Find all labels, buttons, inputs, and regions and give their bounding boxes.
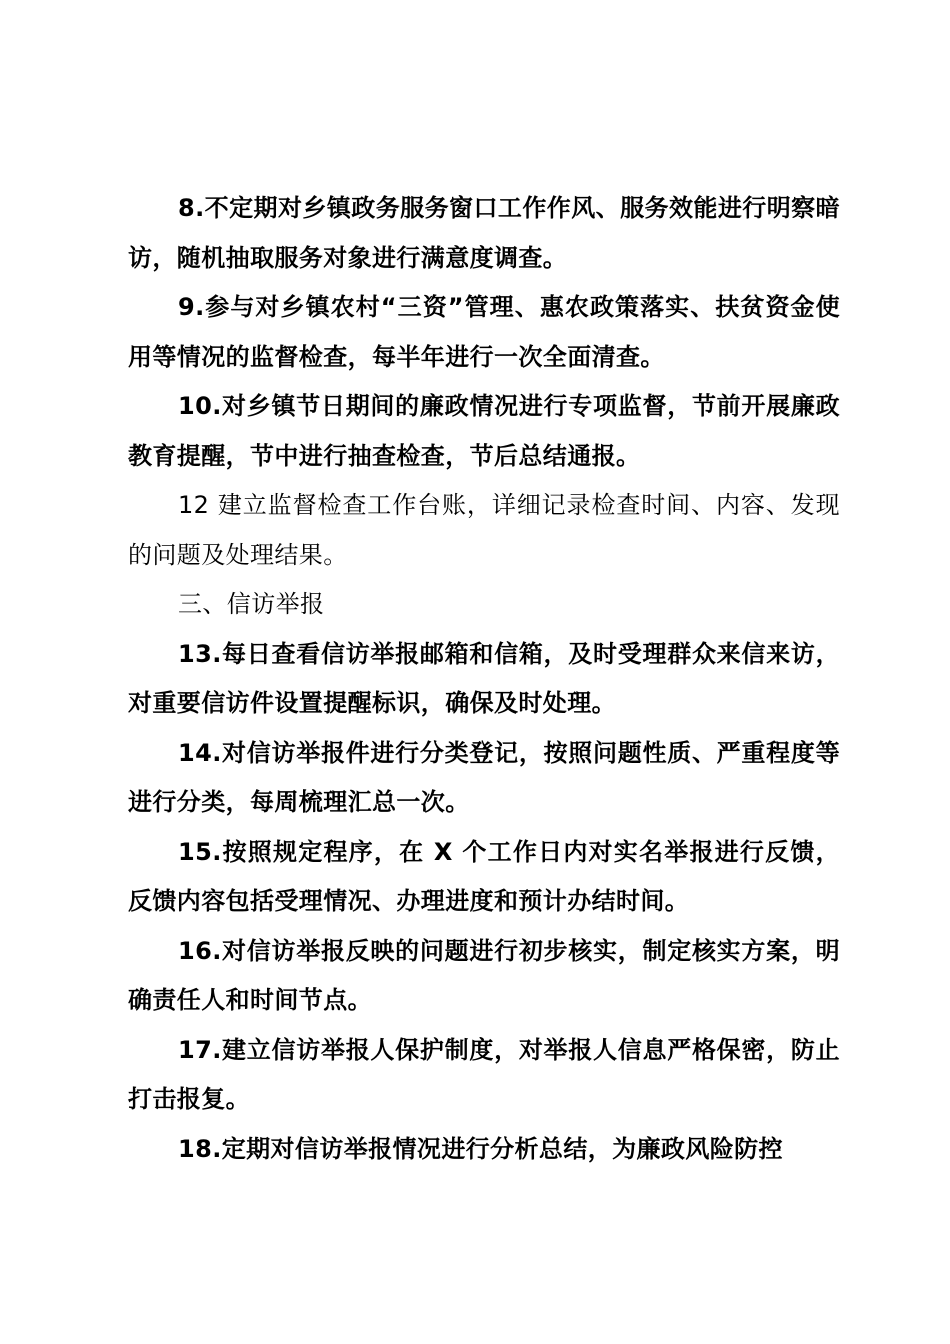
- paragraph-item-14: 14.对信访举报件进行分类登记，按照问题性质、严重程度等进行分类，每周梳理汇总一次。: [128, 738, 840, 816]
- paragraph-item-15: 15.按照规定程序，在 X 个工作日内对实名举报进行反馈，反馈内容包括受理情况、办理进度和预计办结时间。: [128, 837, 840, 915]
- paragraph-item-16: 16.对信访举报反映的问题进行初步核实，制定核实方案，明确责任人和时间节点。: [128, 936, 840, 1014]
- section-heading-petition-reporting: 三、信访举报: [178, 590, 325, 618]
- paragraph-item-13: 13.每日查看信访举报邮箱和信箱，及时受理群众来信来访，对重要信访件设置提醒标识，确保及时处理。: [128, 639, 840, 717]
- paragraph-item-17: 17.建立信访举报人保护制度，对举报人信息严格保密，防止打击报复。: [128, 1035, 840, 1113]
- paragraph-item-9: 9.参与对乡镇农村“三资”管理、惠农政策落实、扶贫资金使用等情况的监督检查，每半年进行一次全面清查。: [128, 293, 840, 371]
- paragraph-item-8: 8.不定期对乡镇政务服务窗口工作作风、服务效能进行明察暗访，随机抽取服务对象进行满意度调查。: [128, 194, 840, 272]
- document-body: [128, 184, 840, 1174]
- paragraph-item-10: 10.对乡镇节日期间的廉政情况进行专项监督，节前开展廉政教育提醒，节中进行抽查检查，节后总结通报。: [128, 392, 840, 470]
- paragraph-item-18: 18.定期对信访举报情况进行分析总结，为廉政风险防控: [178, 1134, 783, 1163]
- paragraph-item-12: 12 建立监督检查工作台账，详细记录检查时间、内容、发现的问题及处理结果。: [128, 491, 840, 569]
